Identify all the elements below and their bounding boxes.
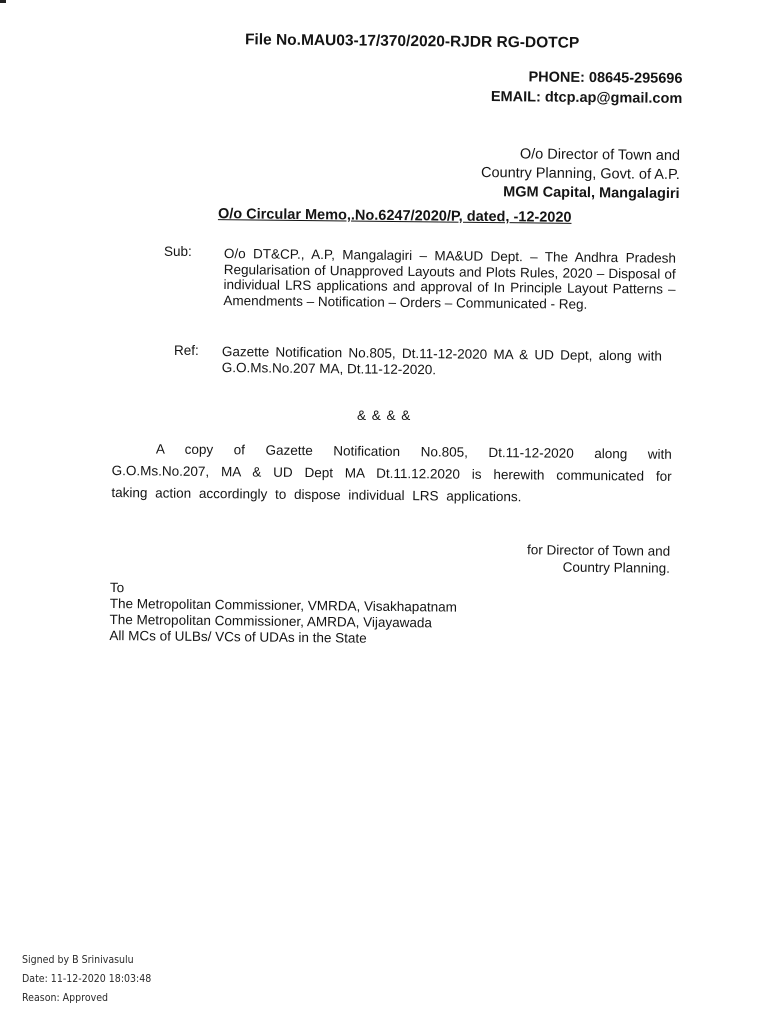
recipient-item: The Metropolitan Commissioner, VMRDA, Visakhapatnam	[109, 595, 457, 615]
signed-by: Signed by B Srinivasulu	[22, 953, 134, 966]
file-number: File No.MAU03-17/370/2020-RJDR RG-DOTCP	[244, 31, 580, 52]
reference-label: Ref:	[174, 343, 199, 358]
subject-label: Sub:	[164, 244, 192, 259]
scan-corner-mark	[0, 0, 6, 3]
office-line-1: O/o Director of Town and	[519, 146, 681, 165]
recipient-item: All MCs of ULBs/ VCs of UDAs in the State	[109, 627, 367, 646]
reference-text: Gazette Notification No.805, Dt.11-12-2020 MA & UD Dept, along with G.O.Ms.No.207 MA, Dt.11-12-2020.	[221, 344, 662, 378]
office-address	[481, 145, 680, 204]
signature-reason: Reason: Approved	[22, 991, 109, 1004]
recipient-item: The Metropolitan Commissioner, AMRDA, Vijayawada	[109, 611, 433, 631]
to-label: To	[109, 580, 125, 596]
section-separator: & & & &	[357, 408, 412, 423]
contact-block	[490, 67, 682, 109]
signoff-line-2: Country Planning.	[562, 559, 670, 576]
signoff-line-1: for Director of Town and	[526, 542, 671, 559]
email-address: EMAIL: dtcp.ap@gmail.com	[490, 88, 682, 108]
office-line-3: MGM Capital, Mangalagiri	[503, 184, 680, 203]
signoff-block	[527, 541, 670, 576]
recipients-block	[109, 580, 457, 648]
subject-text: O/o DT&CP., A.P, Mangalagiri – MA&UD Dept. – The Andhra Pradesh Regularisation of Unapproved Layouts and Plots Rules, 2020 – Disposal of individual LRS applications and approval of In Principle Layout Patterns – Amendments – Notification – Orders – Communicated - Reg.	[223, 246, 676, 312]
memo-title: O/o Circular Memo,.No.6247/2020/P, dated, -12-2020	[217, 206, 572, 226]
office-line-2: Country Planning, Govt. of A.P.	[481, 164, 681, 184]
digital-signature-block	[22, 950, 151, 1007]
body-paragraph: A copy of Gazette Notification No.805, Dt.11-12-2020 along with G.O.Ms.No.207, MA & UD Dept MA Dt.11.12.2020 is herewith communicated for taking action accordingly to dispose individual LRS applications.	[111, 441, 672, 505]
phone-number: PHONE: 08645-295696	[528, 69, 683, 88]
signature-date: Date: 11-12-2020 18:03:48	[22, 972, 152, 985]
